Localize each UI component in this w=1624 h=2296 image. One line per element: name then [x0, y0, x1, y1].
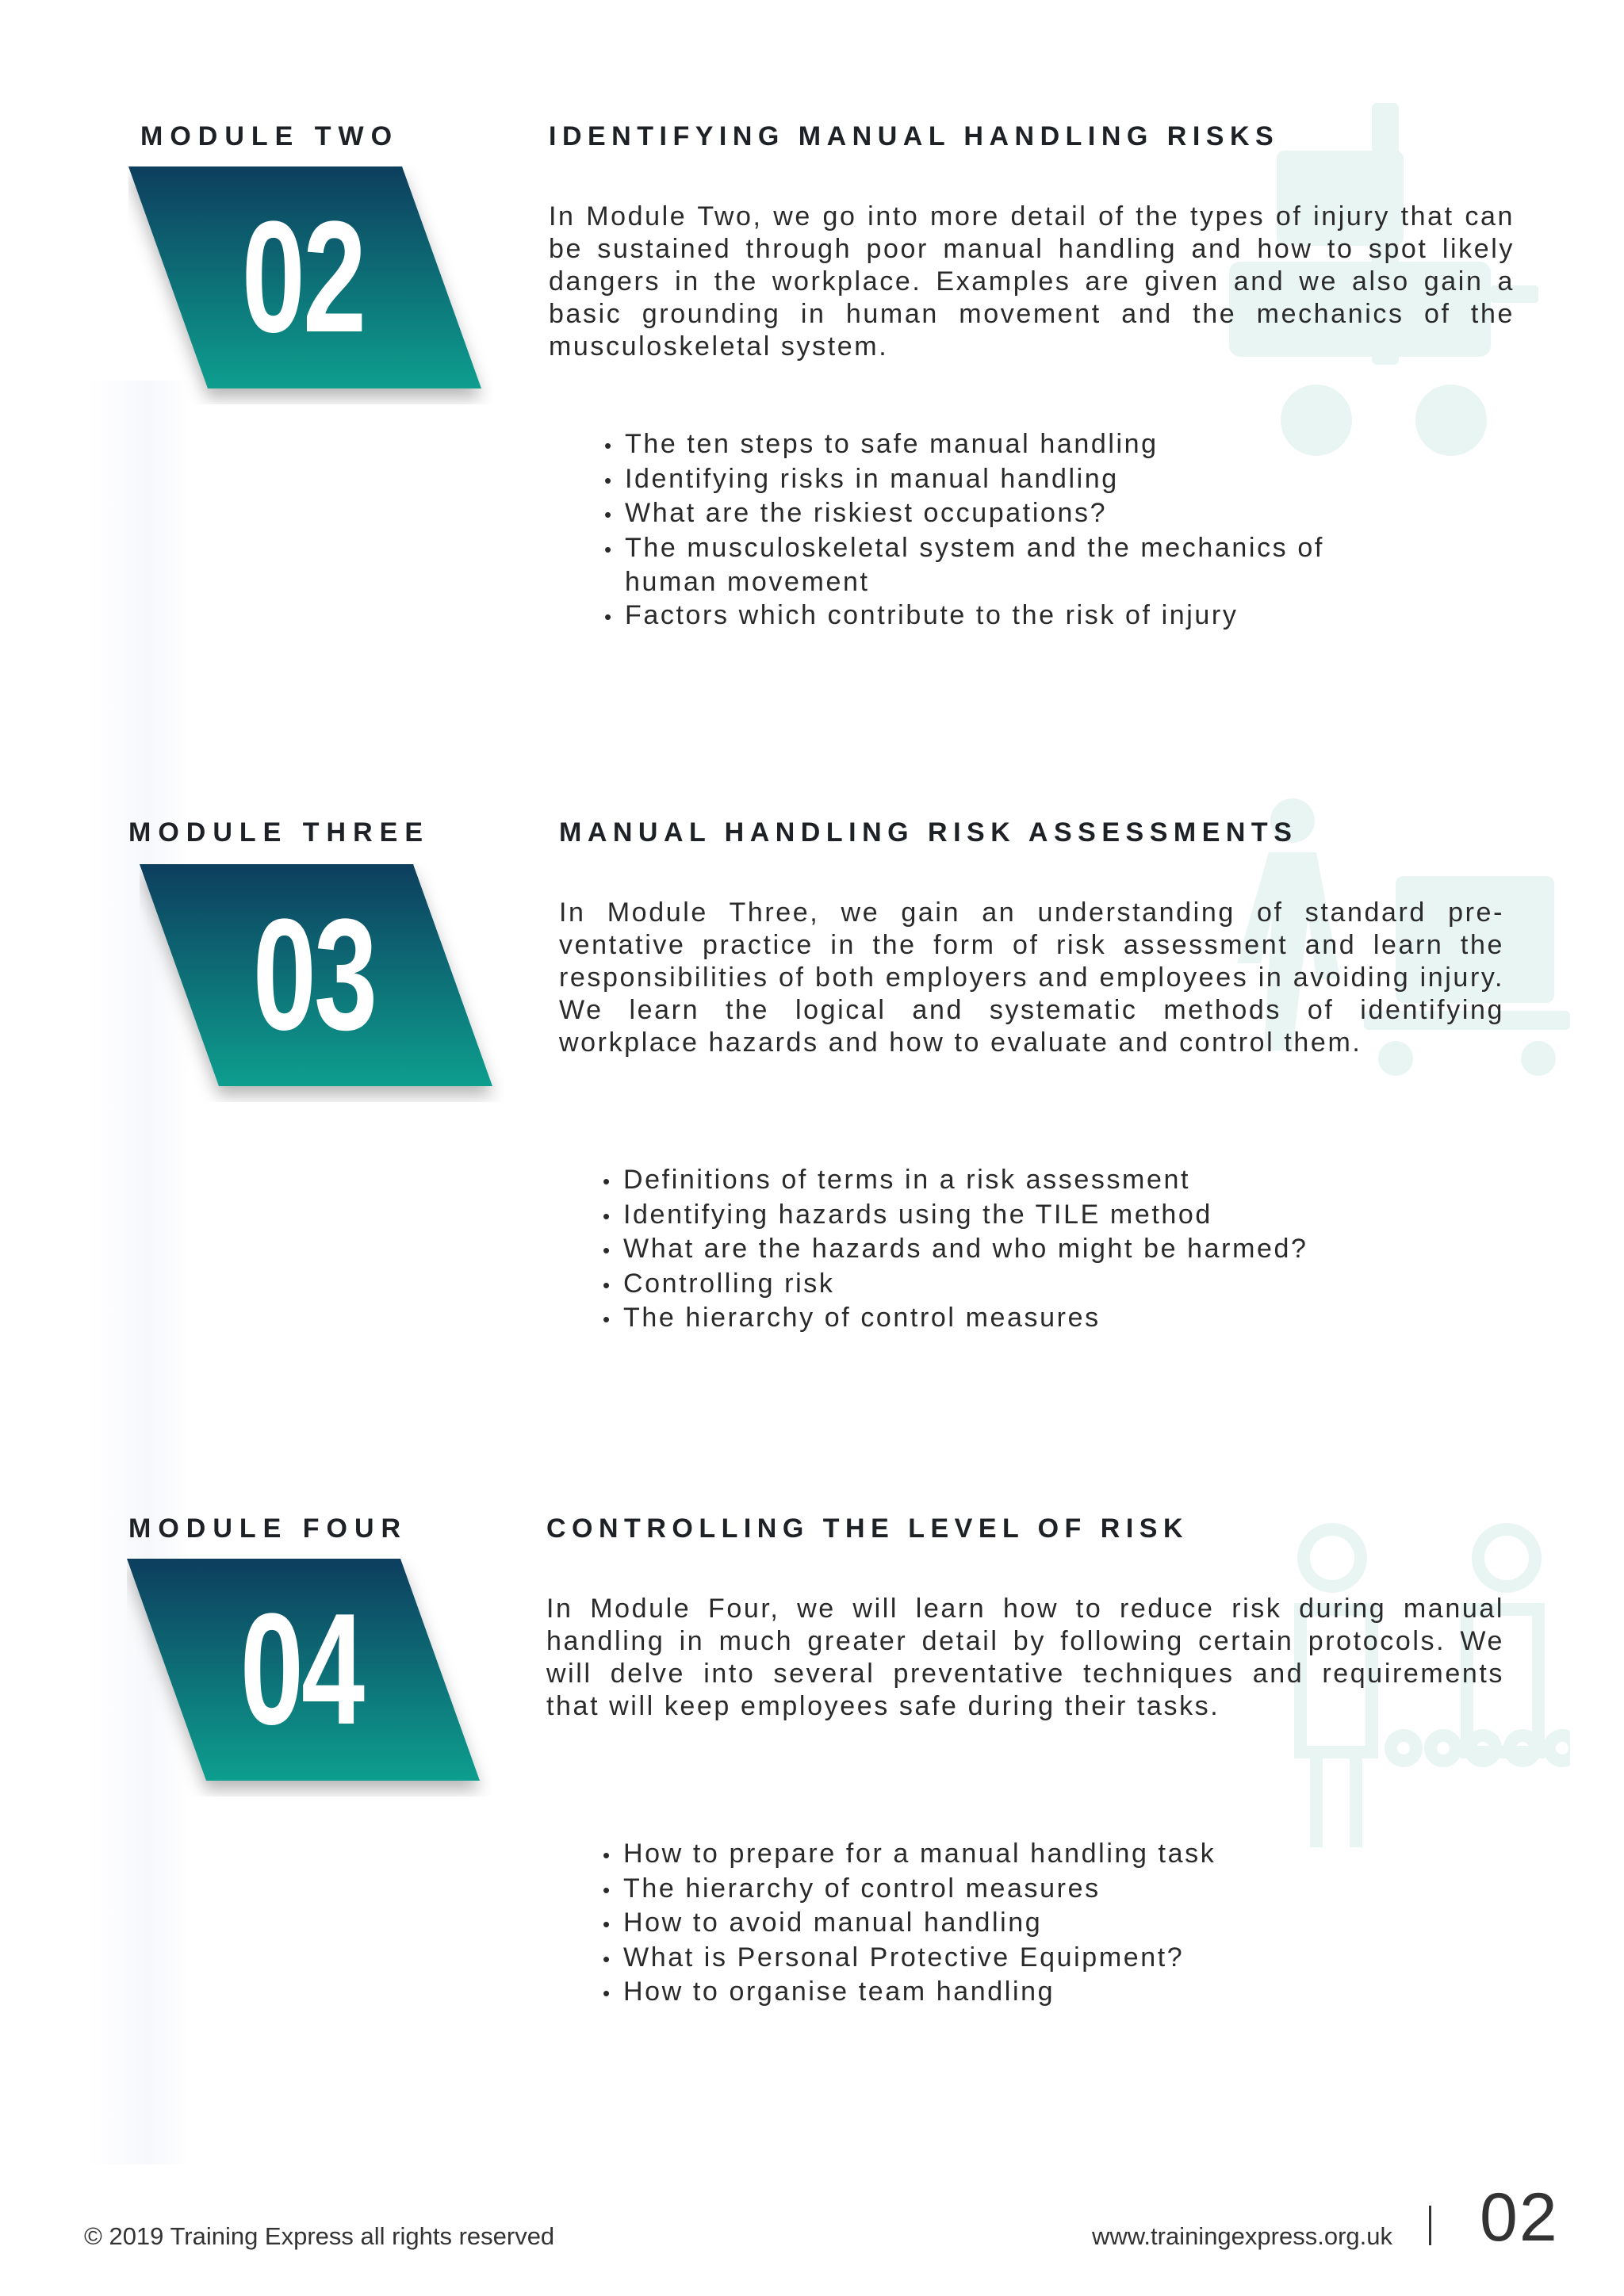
- topic-list: [604, 428, 1434, 633]
- list-item: • Identifying risks in manual handling: [604, 463, 1434, 498]
- module-title: IDENTIFYING MANUAL HANDLING RISKS: [549, 121, 1280, 151]
- list-item: • What are the hazards and who might be harmed?: [603, 1233, 1432, 1268]
- module-number: 02: [241, 189, 365, 365]
- copyright-text: © 2019 Training Express all rights reserved: [84, 2222, 555, 2250]
- topic-list: [603, 1838, 1432, 2011]
- module-description: In Module Three, we gain an understanding of standard pre-ventative practice in the form of risk assessment and learn the responsibilities of both employers and employees in avoiding injury. We learn the logical and systematic methods of identifying workplace hazards and how to evaluate and control them.: [559, 897, 1504, 1058]
- module-title: CONTROLLING THE LEVEL OF RISK: [546, 1513, 1189, 1544]
- footer-divider: [1429, 2206, 1431, 2245]
- module-number-badge: [128, 166, 493, 404]
- module-description: In Module Four, we will learn how to reduce risk during manual handling in much greater detail by following certain protocols. We will delve into several preventative techniques and requirements that will keep employees safe during their tasks.: [546, 1594, 1504, 1721]
- list-item: • Definitions of terms in a risk assessment: [603, 1164, 1432, 1199]
- module-label: MODULE TWO: [140, 121, 400, 151]
- module-label: MODULE THREE: [128, 817, 430, 848]
- list-item: • Factors which contribute to the risk of injury: [604, 599, 1434, 634]
- module-number-badge: [140, 864, 504, 1102]
- module-number: 03: [252, 886, 376, 1063]
- list-item: • The hierarchy of control measures: [603, 1302, 1432, 1337]
- list-item: • How to avoid manual handling: [603, 1907, 1432, 1942]
- module-description: In Module Two, we go into more detail of the types of injury that can be sustained through poor manual handling and how to spot likely dangers in the workplace. Examples are given and we also gain a basic grounding in human movement and the mechanics of the musculoskeletal system.: [549, 201, 1515, 362]
- list-item: • How to prepare for a manual handling task: [603, 1838, 1432, 1873]
- list-item: • The musculoskeletal system and the mechanics of human movement: [604, 532, 1410, 599]
- list-item: • What is Personal Protective Equipment?: [603, 1942, 1432, 1976]
- module-label: MODULE FOUR: [128, 1513, 408, 1544]
- list-item: • What are the riskiest occupations?: [604, 497, 1434, 532]
- list-item: • The hierarchy of control measures: [603, 1873, 1432, 1908]
- module-title: MANUAL HANDLING RISK ASSESSMENTS: [559, 817, 1298, 848]
- topic-list: [603, 1164, 1432, 1337]
- list-item: • Identifying hazards using the TILE method: [603, 1199, 1432, 1234]
- website-link[interactable]: www.trainingexpress.org.uk: [1091, 2222, 1392, 2250]
- list-item: • How to organise team handling: [603, 1976, 1432, 2011]
- module-number-badge: [127, 1559, 492, 1797]
- list-item: • The ten steps to safe manual handling: [604, 428, 1434, 463]
- module-number: 04: [239, 1581, 363, 1758]
- side-shade: [87, 381, 190, 2164]
- list-item: • Controlling risk: [603, 1268, 1432, 1303]
- page-number: 02: [1480, 2179, 1559, 2256]
